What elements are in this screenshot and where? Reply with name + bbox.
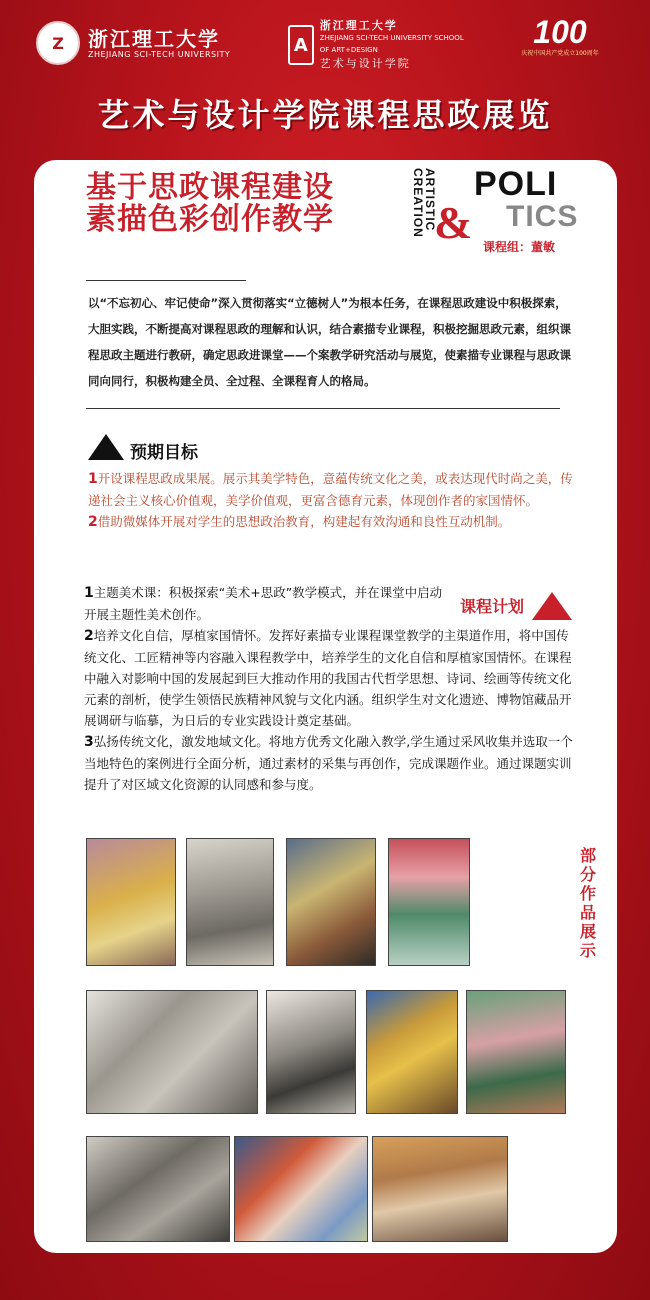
triangle-icon [88,434,124,460]
centennial-number: 100 [533,14,587,50]
university-name-en: ZHEJIANG SCI-TECH UNIVERSITY [88,49,231,59]
plan-heading: 课程计划 [460,597,525,616]
artwork-image [86,1136,230,1242]
gallery-label: 部分作品展示 [579,846,596,960]
centennial-caption: 庆祝中国共产党成立100周年 [521,50,599,57]
divider-top [86,280,246,281]
goals-heading: 预期目标 [130,443,198,463]
artwork-image [266,990,356,1114]
plan-item-1: 1主题美术课：积极探索“美术+思政”教学模式，并在课堂中启动开展主题性美术创作。 [84,585,443,622]
goal-item-1: 1开设课程思政成果展。展示其美学特色，意蕴传统文化之美，或表达现代时尚之美，传递社会主义核心价值观，美学价值观，更富含德育元素，体现创作者的家国情怀。 [88,471,573,508]
exhibition-title: 艺术与设计学院课程思政展览 [97,96,553,134]
course-group: 课程组：董敏 [483,240,556,254]
artwork-image [372,1136,508,1242]
goals-list [88,468,578,533]
artistic-creation-text: ARTISTIC CREATION [411,168,437,238]
goal-item-2: 2借助微媒体开展对学生的思想政治教育，构建起有效沟通和良性互动机制。 [88,514,511,530]
art-design-logo [288,18,468,72]
ampersand: & [434,197,473,248]
artwork-image [388,838,470,966]
subtitle-line-2: 素描色彩创作教学 [86,202,334,237]
art-design-university-cn: 浙江理工大学 [319,19,398,32]
plan-item-3: 3弘扬传统文化，激发地域文化。将地方优秀文化融入教学,学生通过采风收集并选取一个当地特色的案例进行全面分析，通过素材的采集与再创作，完成课题作业。通过课题实训提升了对区域文化资源的认同感和参与度。 [84,734,573,792]
art-design-mark-icon: A [288,25,314,65]
art-design-school-en: ZHEJIANG SCI-TECH UNIVERSITY SCHOOL OF ART+DESIGN [319,34,464,54]
politics-word-top: POLI [474,165,558,203]
subtitle-line-1: 基于思政课程建设 [86,170,334,205]
intro-paragraph: 以“不忘初心、牢记使命”深入贯彻落实“立德树人”为根本任务，在课程思政建设中积极探索，大胆实践，不断提高对课程思政的理解和认识，结合素描专业课程，积极挖掘思政元素，组织课程思政主题进行教研，确定思政进课堂——个案教学研究活动与展览，使素描专业课程与思政课同向同行，积极构建全员、全过程、全课程育人的格局。 [88,296,571,388]
plan-list [84,582,578,795]
university-name: 浙江理工大学 [88,26,220,51]
artwork-image [186,838,274,966]
artwork-image [286,838,376,966]
artwork-image [86,990,258,1114]
centennial-logo [510,14,610,68]
artwork-image [86,838,176,966]
university-emblem-icon: Z [36,21,80,65]
card-subtitle [86,172,386,236]
politics-word-bottom: TICS [506,200,579,233]
art-design-school-cn: 艺术与设计学院 [319,57,411,70]
artwork-image [234,1136,368,1242]
divider-intro [86,408,560,409]
zust-logo [36,20,246,66]
artwork-image [466,990,566,1114]
plan-item-2: 2培养文化自信，厚植家国情怀。发挥好素描专业课程课堂教学的主渠道作用，将中国传统文化、工匠精神等内容融入课程教学中，培养学生的文化自信和厚植家国情怀。在课程中融入对影响中国的发展起到巨大推动作用的我国古代哲学思想、诗词、绘画等传统文化元素的剖析，使学生领悟民族精神风貌与文化内涵。组织学生对文化遗迹、博物馆藏品开展调研与临摹，为日后的专业实践设计奠定基础。 [84,628,572,728]
artwork-image [366,990,458,1114]
